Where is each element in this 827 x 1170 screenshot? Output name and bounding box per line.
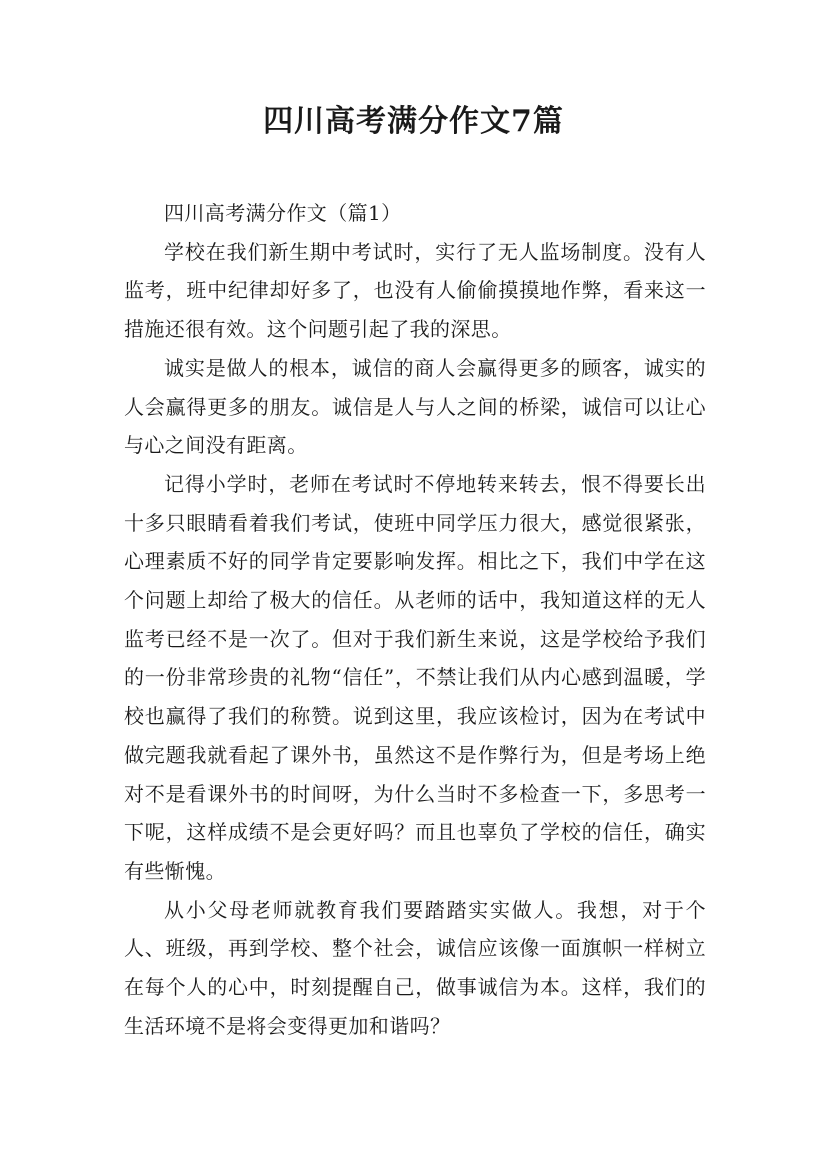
paragraph-4: 从小父母老师就教育我们要踏踏实实做人。我想，对于个人、班级，再到学校、整个社会，诚信应该像一面旗帜一样树立在每个人的心中，时刻提醒自己，做事诚信为本。这样，我们的生活环境不是将会变得更加和谐吗？ xyxy=(124,897,706,1038)
paragraph-3: 记得小学时，老师在考试时不停地转来转去，恨不得要长出十多只眼睛看着我们考试，使班中同学压力很大，感觉很紧张，心理素质不好的同学肯定要影响发挥。相比之下，我们中学在这个问题上却给了极大的信任。从老师的话中，我知道这样的无人监考已经不是一次了。但对于我们新生来说，这是学校给予我们的一份非常珍贵的礼物“信任”，不禁让我们从内心感到温暖，学校也赢得了我们的称赞。说到这里，我应该检讨，因为在考试中做完题我就看起了课外书，虽然这不是作弊行为，但是考场上绝对不是看课外书的时间呀，为什么当时不多检查一下，多思考一下呢，这样成绩不是会更好吗？而且也辜负了学校的信任，确实有些惭愧。 xyxy=(124,471,706,883)
paragraph-2: 诚实是做人的根本，诚信的商人会赢得更多的顾客，诚实的人会赢得更多的朋友。诚信是人与人之间的桥梁，诚信可以让心与心之间没有距离。 xyxy=(124,355,706,458)
document-body xyxy=(124,194,706,1045)
section-heading: 四川高考满分作文（篇1） xyxy=(164,201,402,225)
paragraph-1: 学校在我们新生期中考试时，实行了无人监场制度。没有人监考，班中纪律却好多了，也没有人偷偷摸摸地作弊，看来这一措施还很有效。这个问题引起了我的深思。 xyxy=(124,239,706,342)
document-title: 四川高考满分作文7篇 xyxy=(263,104,564,139)
